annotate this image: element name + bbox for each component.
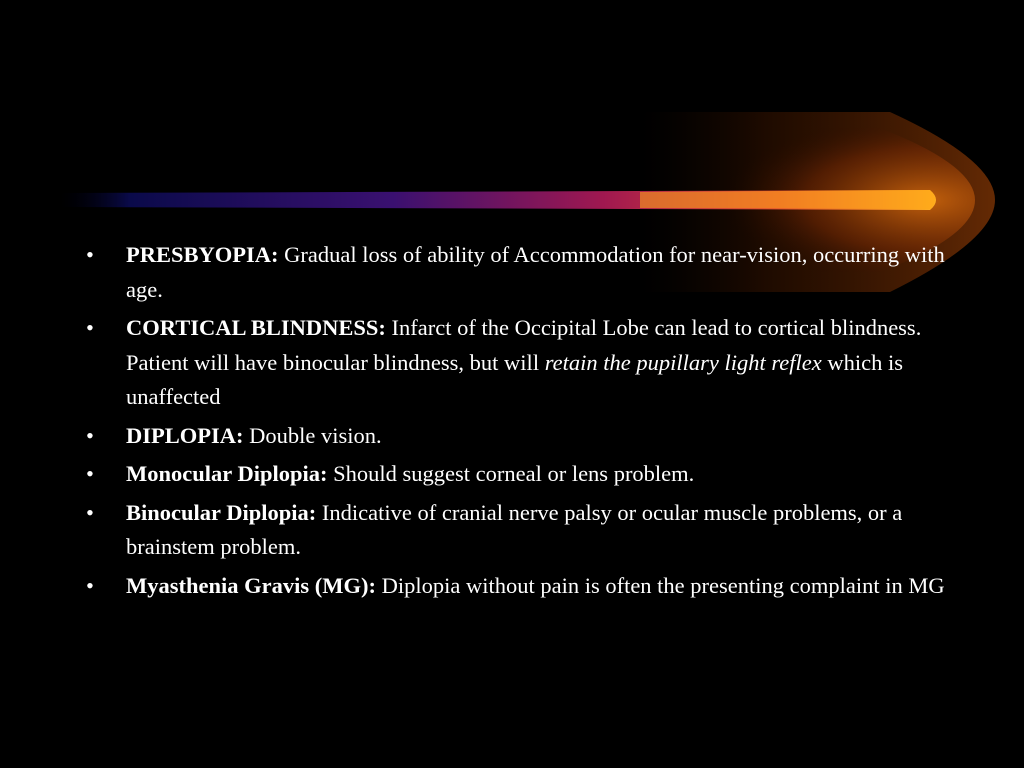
list-item bbox=[86, 238, 946, 307]
item-text: Indicative of cranial nerve palsy or ocular muscle problems, or a brainstem problem. bbox=[126, 499, 903, 559]
bullet-list bbox=[86, 238, 946, 603]
item-text: Infarct of the Occipital Lobe can lead to cortical blindness. Patient will have binocular blindness, but will bbox=[126, 315, 922, 375]
item-text: Diplopia without pain is often the presenting complaint in MG bbox=[375, 572, 945, 598]
item-text: Should suggest corneal or lens problem. bbox=[327, 461, 695, 486]
list-item bbox=[86, 457, 946, 492]
bullet-marker: • bbox=[86, 422, 94, 448]
bullet-marker: • bbox=[86, 315, 94, 340]
term-label: Binocular Diplopia: bbox=[126, 499, 317, 525]
bullet-marker: • bbox=[86, 572, 94, 598]
list-item bbox=[86, 496, 946, 565]
item-text: Gradual loss of ability of Accommodation for near-vision, occurring with age. bbox=[126, 242, 945, 302]
bullet-marker: • bbox=[86, 499, 94, 525]
bullet-marker: • bbox=[86, 461, 94, 486]
item-text: Double vision. bbox=[243, 422, 382, 448]
bullet-marker: • bbox=[86, 242, 94, 267]
item-text-after: which is unaffected bbox=[126, 349, 903, 409]
item-emphasis: retain the pupillary light reflex bbox=[544, 349, 822, 375]
list-item bbox=[86, 569, 946, 604]
list-item bbox=[86, 419, 946, 454]
term-label: PRESBYOPIA: bbox=[126, 242, 279, 267]
term-label: Myasthenia Gravis (MG): bbox=[126, 572, 376, 598]
list-item bbox=[86, 311, 946, 415]
term-label: CORTICAL BLINDNESS: bbox=[126, 315, 386, 340]
term-label: DIPLOPIA: bbox=[126, 422, 244, 448]
term-label: Monocular Diplopia: bbox=[126, 461, 328, 486]
bullet-content bbox=[86, 238, 946, 607]
